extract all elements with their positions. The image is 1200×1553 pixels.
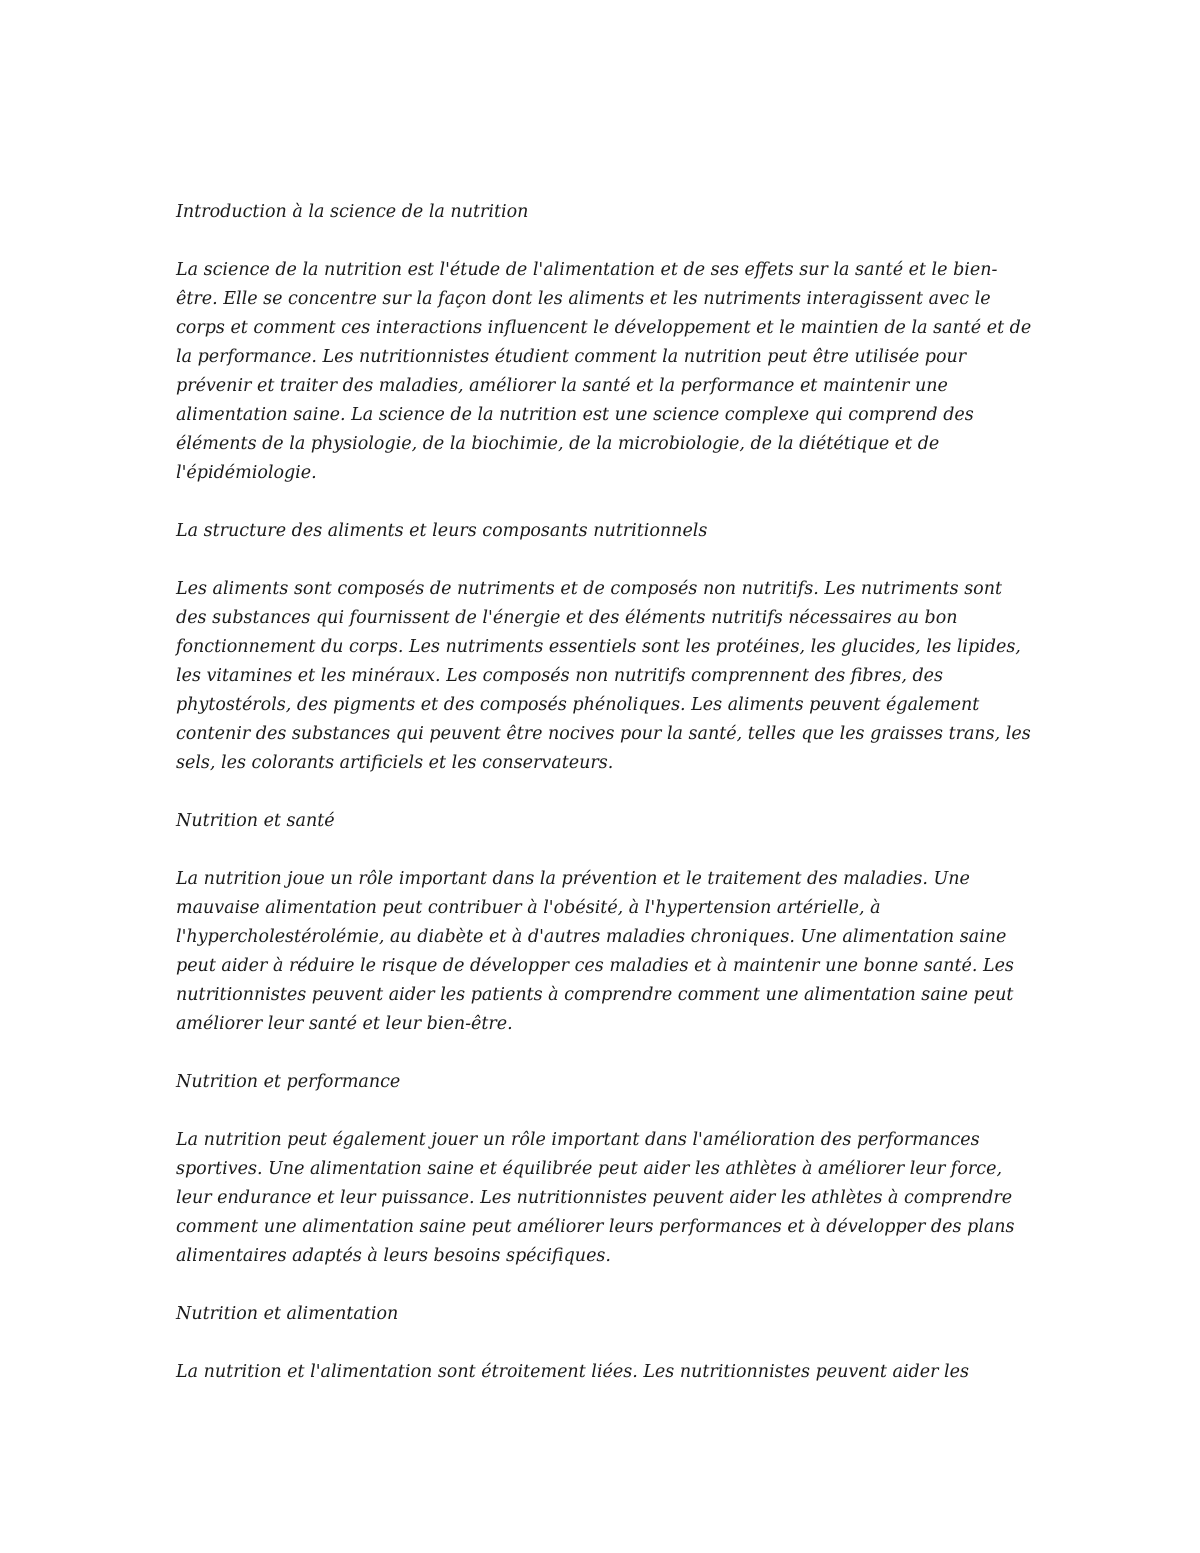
section-paragraph-performance: La nutrition peut également jouer un rôle important dans l'amélioration des performances sportives. Une alimentation saine et équilibrée peut aider les athlètes à améliorer leur force, leur endurance et leur puissance. Les nutritionnistes peuvent aider les athlètes à comprendre comment une alimentation saine peut améliorer leurs performances et à développer des plans alimentaires adaptés à leurs besoins spécifiques.: [176, 1130, 1015, 1266]
section-heading-alimentation: Nutrition et alimentation: [176, 1304, 399, 1324]
section-paragraph-introduction: La science de la nutrition est l'étude de l'alimentation et de ses effets sur la santé et le bien-être. Elle se concentre sur la façon dont les aliments et les nutriments interagissent avec le corps et comment ces interactions influencent le développement et le maintien de la santé et de la performance. Les nutritionnistes étudient comment la nutrition peut être utilisée pour prévenir et traiter des maladies, améliorer la santé et la performance et maintenir une alimentation saine. La science de la nutrition est une science complexe qui comprend des éléments de la physiologie, de la biochimie, de la microbiologie, de la diététique et de l'épidémiologie.: [176, 260, 1032, 483]
section-heading-sante: Nutrition et santé: [176, 811, 335, 831]
section-heading-introduction: Introduction à la science de la nutrition: [176, 202, 529, 222]
document-body: [176, 198, 1036, 1416]
section-heading-performance: Nutrition et performance: [176, 1072, 401, 1092]
section-heading-structure: La structure des aliments et leurs composants nutritionnels: [176, 521, 708, 541]
section-paragraph-alimentation: La nutrition et l'alimentation sont étroitement liées. Les nutritionnistes peuvent aider les: [176, 1362, 969, 1382]
section-paragraph-sante: La nutrition joue un rôle important dans la prévention et le traitement des maladies. Une mauvaise alimentation peut contribuer à l'obésité, à l'hypertension artérielle, à l'hypercholestérolémie, au diabète et à d'autres maladies chroniques. Une alimentation saine peut aider à réduire le risque de développer ces maladies et à maintenir une bonne santé. Les nutritionnistes peuvent aider les patients à comprendre comment une alimentation saine peut améliorer leur santé et leur bien-être.: [176, 869, 1014, 1034]
section-paragraph-structure: Les aliments sont composés de nutriments et de composés non nutritifs. Les nutriments sont des substances qui fournissent de l'énergie et des éléments nutritifs nécessaires au bon fonctionnement du corps. Les nutriments essentiels sont les protéines, les glucides, les lipides, les vitamines et les minéraux. Les composés non nutritifs comprennent des fibres, des phytostérols, des pigments et des composés phénoliques. Les aliments peuvent également contenir des substances qui peuvent être nocives pour la santé, telles que les graisses trans, les sels, les colorants artificiels et les conservateurs.: [176, 579, 1031, 773]
